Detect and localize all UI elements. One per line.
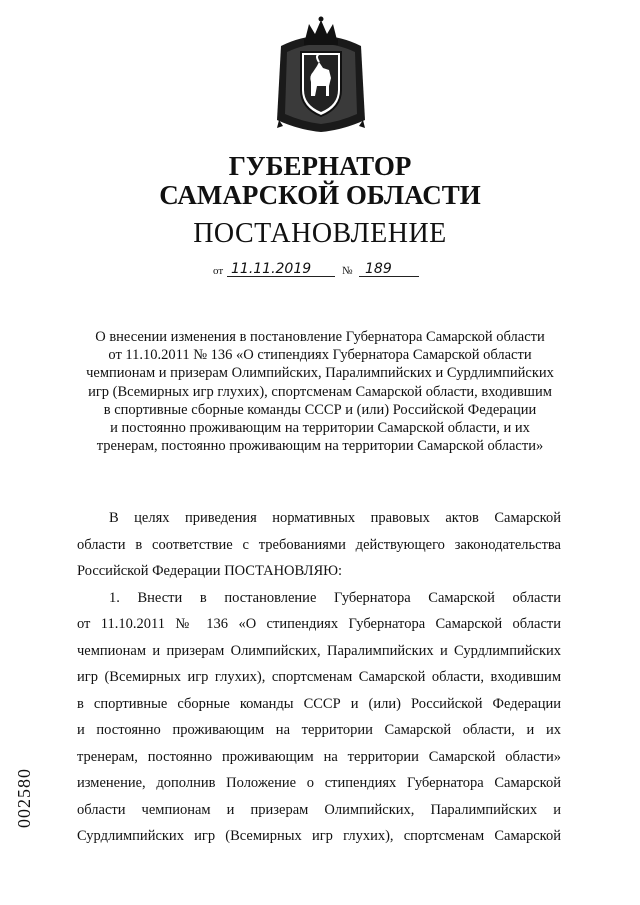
number-label: № <box>342 265 353 277</box>
subject-line: игр (Всемирных игр глухих), спортсменам Самарской области, входившим <box>88 383 552 400</box>
document-body <box>77 505 561 850</box>
body-line: области чемпионам и призерам Олимпийских, Паралимпийских и <box>77 801 561 818</box>
subject-line: и постоянно проживающим на территории Самарской области, и их <box>110 420 530 437</box>
body-line: области в соответствие с требованиями действующего законодательства <box>77 536 561 553</box>
subject-line: от 11.10.2011 № 136 «О стипендиях Губернатора Самарской области <box>108 347 532 364</box>
org-title-line-1: ГУБЕРНАТОР <box>228 151 412 181</box>
subject-line: О внесении изменения в постановление Губернатора Самарской области <box>95 329 545 345</box>
body-line: в спортивные сборные команды СССР и (или) Российской Федерации <box>77 695 561 712</box>
registration-line <box>213 259 433 279</box>
body-line: тренерам, постоянно проживающим на территории Самарской области» <box>77 748 561 765</box>
body-line: игр (Всемирных игр глухих), спортсменам Самарской области, входившим <box>77 669 561 685</box>
body-line: 1. Внести в постановление Губернатора Самарской области <box>109 589 561 606</box>
org-title-line-2: САМАРСКОЙ ОБЛАСТИ <box>159 180 481 210</box>
body-line: В целях приведения нормативных правовых актов Самарской <box>109 510 561 526</box>
body-line: от 11.10.2011 № 136 «О стипендиях Губернатора Самарской области <box>77 616 561 632</box>
body-line: чемпионам и призерам Олимпийских, Паралимпийских и Сурдлимпийских <box>77 642 561 659</box>
body-line: изменение, дополнив Положение о стипендиях Губернатора Самарской <box>77 775 561 791</box>
body-line: Российской Федерации ПОСТАНОВЛЯЮ: <box>77 563 343 579</box>
side-registration-number: 002580 <box>14 768 34 828</box>
date-value: 11.11.2019 <box>231 261 312 277</box>
body-line: Сурдлимпийских игр (Всемирных игр глухих), спортсменам Самарской <box>77 828 561 844</box>
subject-line: в спортивные сборные команды СССР и (или) Российской Федерации <box>103 401 537 418</box>
subject-line: чемпионам и призерам Олимпийских, Паралимпийских и Сурдлимпийских <box>86 365 554 382</box>
document-subject <box>60 328 580 455</box>
body-line: и постоянно проживающим на территории Самарской области, и их <box>77 722 561 738</box>
document-type-title: ПОСТАНОВЛЕНИЕ <box>193 218 447 249</box>
subject-line: тренерам, постоянно проживающим на территории Самарской области» <box>96 438 544 455</box>
date-label: от <box>213 265 224 277</box>
number-value: 189 <box>365 261 392 277</box>
samara-coat-of-arms-icon <box>273 16 369 134</box>
